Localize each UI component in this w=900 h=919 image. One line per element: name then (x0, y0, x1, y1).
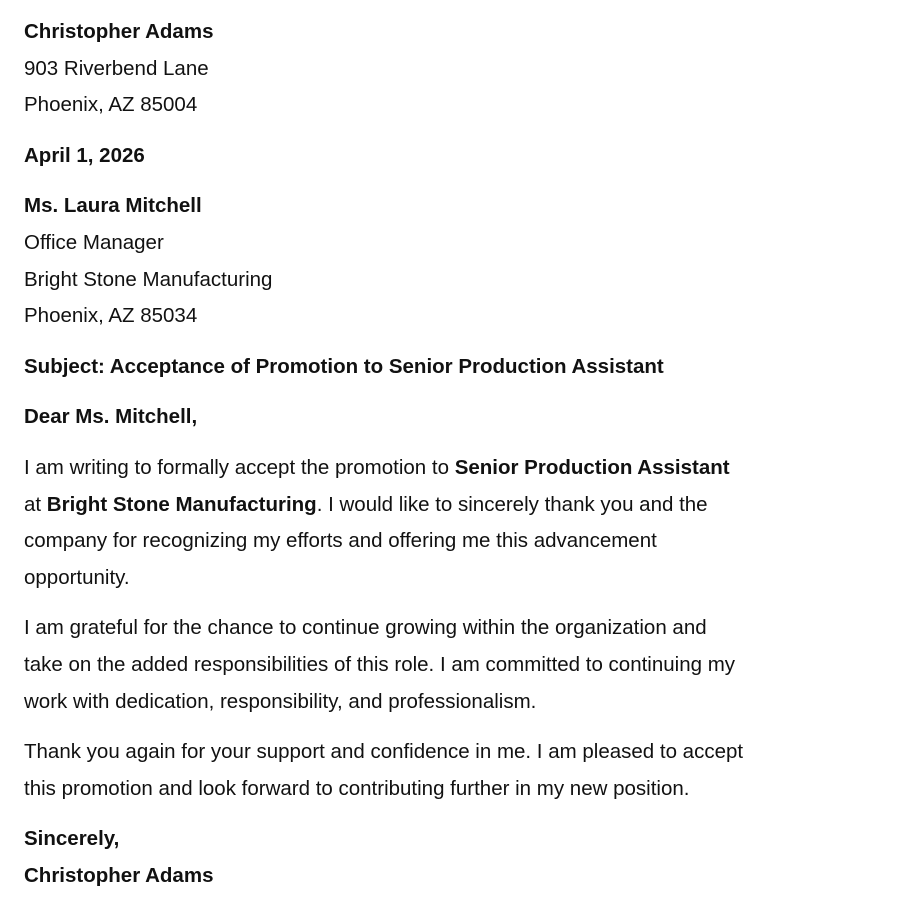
paragraph-line: this promotion and look forward to contributing further in my new position. (24, 776, 690, 800)
sender-name: Christopher Adams (24, 20, 214, 43)
company-name-bold: Bright Stone Manufacturing (46, 492, 317, 516)
text-run: . I would like to sincerely thank you and the (316, 492, 708, 516)
paragraph-line: opportunity. (24, 565, 130, 589)
text-run: I am writing to formally accept the promotion to (24, 455, 455, 479)
recipient-block (24, 188, 900, 334)
sender-block (24, 14, 900, 124)
body-paragraph-1 (24, 450, 900, 596)
signature: Christopher Adams (24, 863, 214, 887)
closing: Sincerely, (24, 827, 120, 851)
recipient-title: Office Manager (24, 230, 164, 254)
closing-block (24, 821, 900, 894)
date-block (24, 138, 900, 175)
sender-city: Phoenix, AZ 85004 (24, 93, 198, 117)
salutation: Dear Ms. Mitchell, (24, 405, 198, 429)
sender-street: 903 Riverbend Lane (24, 56, 209, 80)
text-run: at (24, 492, 47, 516)
paragraph-line (24, 450, 900, 487)
paragraph-line: work with dedication, responsibility, and professionalism. (24, 689, 537, 713)
body-paragraph-2 (24, 610, 900, 720)
subject-line: Subject: Acceptance of Promotion to Senior Production Assistant (24, 354, 664, 378)
body-paragraph-3 (24, 734, 900, 807)
paragraph-line: I am grateful for the chance to continue growing within the organization and (24, 616, 707, 640)
recipient-company: Bright Stone Manufacturing (24, 267, 273, 291)
letter-date: April 1, 2026 (24, 143, 145, 167)
recipient-name: Ms. Laura Mitchell (24, 194, 202, 218)
salutation-block (24, 399, 900, 436)
new-position-title: Senior Production Assistant (454, 455, 730, 479)
recipient-city: Phoenix, AZ 85034 (24, 304, 198, 328)
paragraph-line: company for recognizing my efforts and offering me this advancement (24, 529, 657, 553)
paragraph-line: take on the added responsibilities of this role. I am committed to continuing my (24, 652, 736, 676)
paragraph-line (24, 487, 900, 524)
paragraph-line: Thank you again for your support and confidence in me. I am pleased to accept (24, 740, 744, 764)
subject-block (24, 349, 900, 386)
